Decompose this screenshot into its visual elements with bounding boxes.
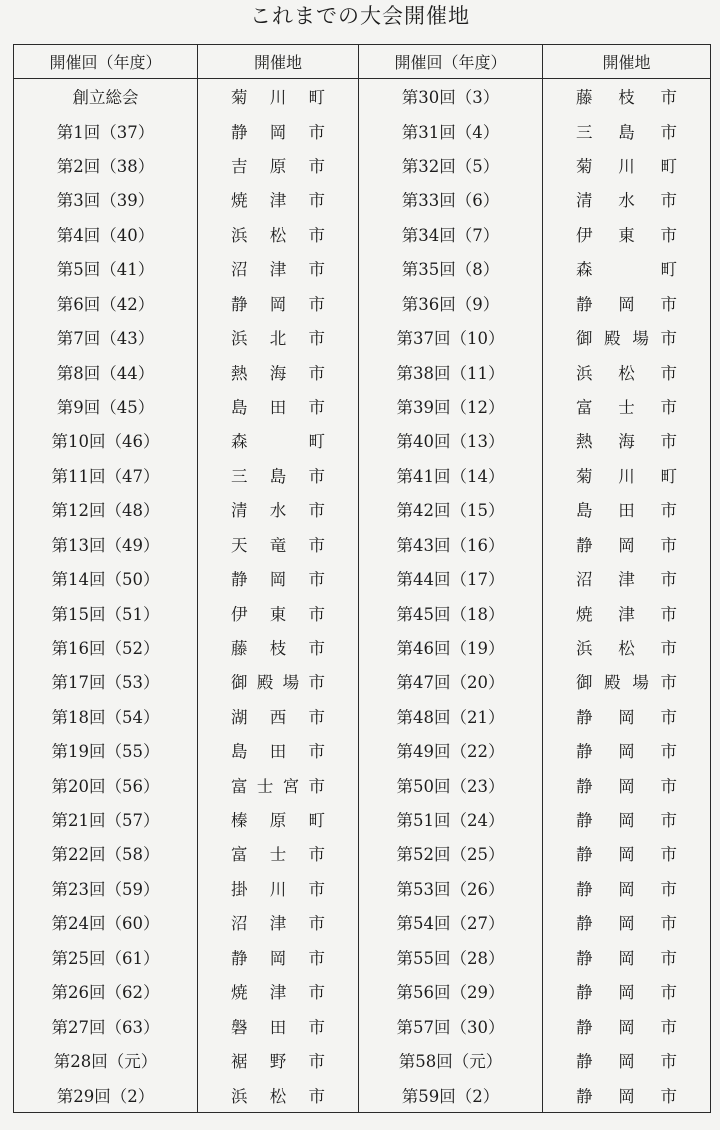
cell-place-left: 湖西市 [198, 699, 359, 733]
cell-session-right: 第35回（8） [359, 251, 543, 285]
cell-session-left: 第23回（59） [14, 871, 198, 905]
cell-session-right: 第37回（10） [359, 320, 543, 354]
cell-session-left: 第6回（42） [14, 286, 198, 320]
cell-place-right: 焼津市 [576, 604, 677, 624]
table-row [14, 389, 711, 423]
cell-place-left: 焼津市 [198, 182, 359, 216]
table-body [14, 79, 711, 1113]
cell-place-right: 御殿場市 [576, 673, 677, 693]
cell-place-right: 静岡市 [576, 1017, 677, 1037]
cell-place-right: 伊東市 [576, 225, 677, 245]
cell-place-left: 静岡市 [198, 940, 359, 974]
cell-session-left: 第29回（2） [14, 1077, 198, 1112]
cell-place-right: 静岡市 [576, 1086, 677, 1106]
table-row [14, 251, 711, 285]
cell-place-right: 藤枝市 [576, 88, 677, 108]
cell-place-right: 沼津市 [576, 570, 677, 590]
cell-place-right: 静岡市 [576, 1052, 677, 1072]
cell-place-left: 沼津市 [198, 251, 359, 285]
cell-session-right: 第56回（29） [359, 974, 543, 1008]
table-row [14, 733, 711, 767]
cell-place-left: 森 町 [198, 423, 359, 457]
cell-place-right: 静岡市 [576, 983, 677, 1003]
cell-session-right: 第53回（26） [359, 871, 543, 905]
cell-session-left: 第2回（38） [14, 148, 198, 182]
cell-place-left: 清水市 [198, 492, 359, 526]
cell-place-right: 熱海市 [576, 432, 677, 452]
cell-place-left: 浜北市 [198, 320, 359, 354]
cell-place-left: 島田市 [198, 389, 359, 423]
cell-place-left: 焼津市 [198, 974, 359, 1008]
cell-session-left: 第25回（61） [14, 940, 198, 974]
cell-place-right: 静岡市 [576, 294, 677, 314]
cell-place-right: 浜松市 [576, 638, 677, 658]
table-row [14, 1077, 711, 1112]
cell-place-left: 静岡市 [198, 286, 359, 320]
cell-place-left: 菊川町 [198, 79, 359, 114]
table-row [14, 320, 711, 354]
cell-session-right: 第46回（19） [359, 630, 543, 664]
cell-place-left: 島田市 [198, 733, 359, 767]
venue-history-table [13, 44, 711, 1113]
cell-session-left: 創立総会 [14, 79, 198, 114]
cell-session-left: 第9回（45） [14, 389, 198, 423]
cell-session-right: 第41回（14） [359, 458, 543, 492]
table-row [14, 182, 711, 216]
cell-session-left: 第3回（39） [14, 182, 198, 216]
cell-place-right: 静岡市 [576, 535, 677, 555]
cell-place-left: 掛川市 [198, 871, 359, 905]
cell-session-left: 第19回（55） [14, 733, 198, 767]
header-place-left: 開催地 [198, 45, 359, 79]
cell-session-left: 第11回（47） [14, 458, 198, 492]
cell-place-left: 浜松市 [198, 1077, 359, 1112]
cell-session-left: 第20回（56） [14, 767, 198, 801]
cell-place-left: 熱海市 [198, 354, 359, 388]
cell-session-right: 第31回（4） [359, 113, 543, 147]
cell-place-left: 三島市 [198, 458, 359, 492]
cell-session-left: 第15回（51） [14, 595, 198, 629]
cell-session-right: 第34回（7） [359, 217, 543, 251]
cell-session-right: 第40回（13） [359, 423, 543, 457]
cell-place-left: 富士市 [198, 836, 359, 870]
cell-place-left: 藤枝市 [198, 630, 359, 664]
cell-session-right: 第36回（9） [359, 286, 543, 320]
cell-session-right: 第38回（11） [359, 354, 543, 388]
table-row [14, 664, 711, 698]
table-row [14, 286, 711, 320]
table-row [14, 458, 711, 492]
table-row [14, 630, 711, 664]
cell-place-left: 榛原町 [198, 802, 359, 836]
cell-session-left: 第12回（48） [14, 492, 198, 526]
cell-session-left: 第22回（58） [14, 836, 198, 870]
table-row [14, 699, 711, 733]
cell-place-right: 静岡市 [576, 707, 677, 727]
cell-place-left: 御殿場市 [198, 664, 359, 698]
table-row [14, 148, 711, 182]
cell-session-right: 第43回（16） [359, 526, 543, 560]
cell-session-right: 第47回（20） [359, 664, 543, 698]
cell-place-right: 静岡市 [576, 948, 677, 968]
cell-place-right: 静岡市 [576, 776, 677, 796]
cell-place-right: 森 町 [576, 260, 677, 280]
cell-session-left: 第8回（44） [14, 354, 198, 388]
cell-session-right: 第50回（23） [359, 767, 543, 801]
table-row [14, 113, 711, 147]
cell-place-left: 裾野市 [198, 1043, 359, 1077]
header-session-left: 開催回（年度） [14, 45, 198, 79]
table-row [14, 767, 711, 801]
table-row [14, 595, 711, 629]
table-row [14, 1043, 711, 1077]
cell-session-right: 第52回（25） [359, 836, 543, 870]
cell-place-left: 富士宮市 [198, 767, 359, 801]
table-row [14, 940, 711, 974]
cell-session-right: 第59回（2） [359, 1077, 543, 1112]
table-row [14, 492, 711, 526]
cell-place-left: 吉原市 [198, 148, 359, 182]
cell-session-left: 第26回（62） [14, 974, 198, 1008]
cell-place-left: 沼津市 [198, 905, 359, 939]
cell-place-right: 浜松市 [576, 363, 677, 383]
cell-session-left: 第16回（52） [14, 630, 198, 664]
cell-place-left: 静岡市 [198, 113, 359, 147]
cell-session-right: 第51回（24） [359, 802, 543, 836]
header-session-right: 開催回（年度） [359, 45, 543, 79]
table-row [14, 1008, 711, 1042]
table-row [14, 526, 711, 560]
cell-place-left: 磐田市 [198, 1008, 359, 1042]
cell-session-right: 第54回（27） [359, 905, 543, 939]
table-row [14, 802, 711, 836]
cell-place-right: 富士市 [576, 398, 677, 417]
table-row [14, 217, 711, 251]
cell-session-left: 第13回（49） [14, 526, 198, 560]
cell-place-left: 静岡市 [198, 561, 359, 595]
cell-session-left: 第27回（63） [14, 1008, 198, 1042]
cell-session-right: 第48回（21） [359, 699, 543, 733]
cell-session-right: 第32回（5） [359, 148, 543, 182]
cell-session-left: 第10回（46） [14, 423, 198, 457]
cell-session-left: 第14回（50） [14, 561, 198, 595]
cell-session-left: 第21回（57） [14, 802, 198, 836]
cell-session-left: 第4回（40） [14, 217, 198, 251]
cell-session-left: 第24回（60） [14, 905, 198, 939]
cell-place-right: 静岡市 [576, 811, 677, 831]
cell-session-right: 第44回（17） [359, 561, 543, 595]
cell-session-left: 第18回（54） [14, 699, 198, 733]
cell-place-right: 御殿場市 [576, 329, 677, 349]
cell-session-right: 第49回（22） [359, 733, 543, 767]
cell-session-left: 第5回（41） [14, 251, 198, 285]
cell-session-right: 第39回（12） [359, 389, 543, 423]
cell-session-left: 第17回（53） [14, 664, 198, 698]
cell-session-right: 第57回（30） [359, 1008, 543, 1042]
cell-place-right: 三島市 [576, 122, 677, 142]
table-header-row [14, 45, 711, 79]
cell-place-right: 島田市 [576, 501, 677, 521]
header-place-right: 開催地 [543, 45, 711, 79]
table-row [14, 561, 711, 595]
cell-session-right: 第33回（6） [359, 182, 543, 216]
table-row [14, 836, 711, 870]
table-row [14, 354, 711, 388]
cell-place-right: 清水市 [576, 191, 677, 211]
cell-session-right: 第30回（3） [359, 79, 543, 114]
cell-session-right: 第58回（元） [359, 1043, 543, 1077]
cell-place-right: 静岡市 [576, 742, 677, 762]
cell-session-left: 第1回（37） [14, 113, 198, 147]
cell-session-left: 第7回（43） [14, 320, 198, 354]
table-row [14, 974, 711, 1008]
cell-session-right: 第45回（18） [359, 595, 543, 629]
cell-place-right: 菊川町 [576, 157, 677, 177]
cell-place-right: 静岡市 [576, 914, 677, 934]
cell-place-left: 伊東市 [198, 595, 359, 629]
table-row [14, 871, 711, 905]
cell-place-right: 菊川町 [576, 466, 677, 486]
page-title: これまでの大会開催地 [250, 4, 470, 28]
cell-session-left: 第28回（元） [14, 1043, 198, 1077]
cell-session-right: 第55回（28） [359, 940, 543, 974]
cell-place-right: 静岡市 [576, 879, 677, 899]
cell-place-left: 浜松市 [198, 217, 359, 251]
cell-place-right: 静岡市 [576, 845, 677, 865]
cell-session-right: 第42回（15） [359, 492, 543, 526]
table-row [14, 905, 711, 939]
table-row [14, 79, 711, 114]
cell-place-left: 天竜市 [198, 526, 359, 560]
table-row [14, 423, 711, 457]
